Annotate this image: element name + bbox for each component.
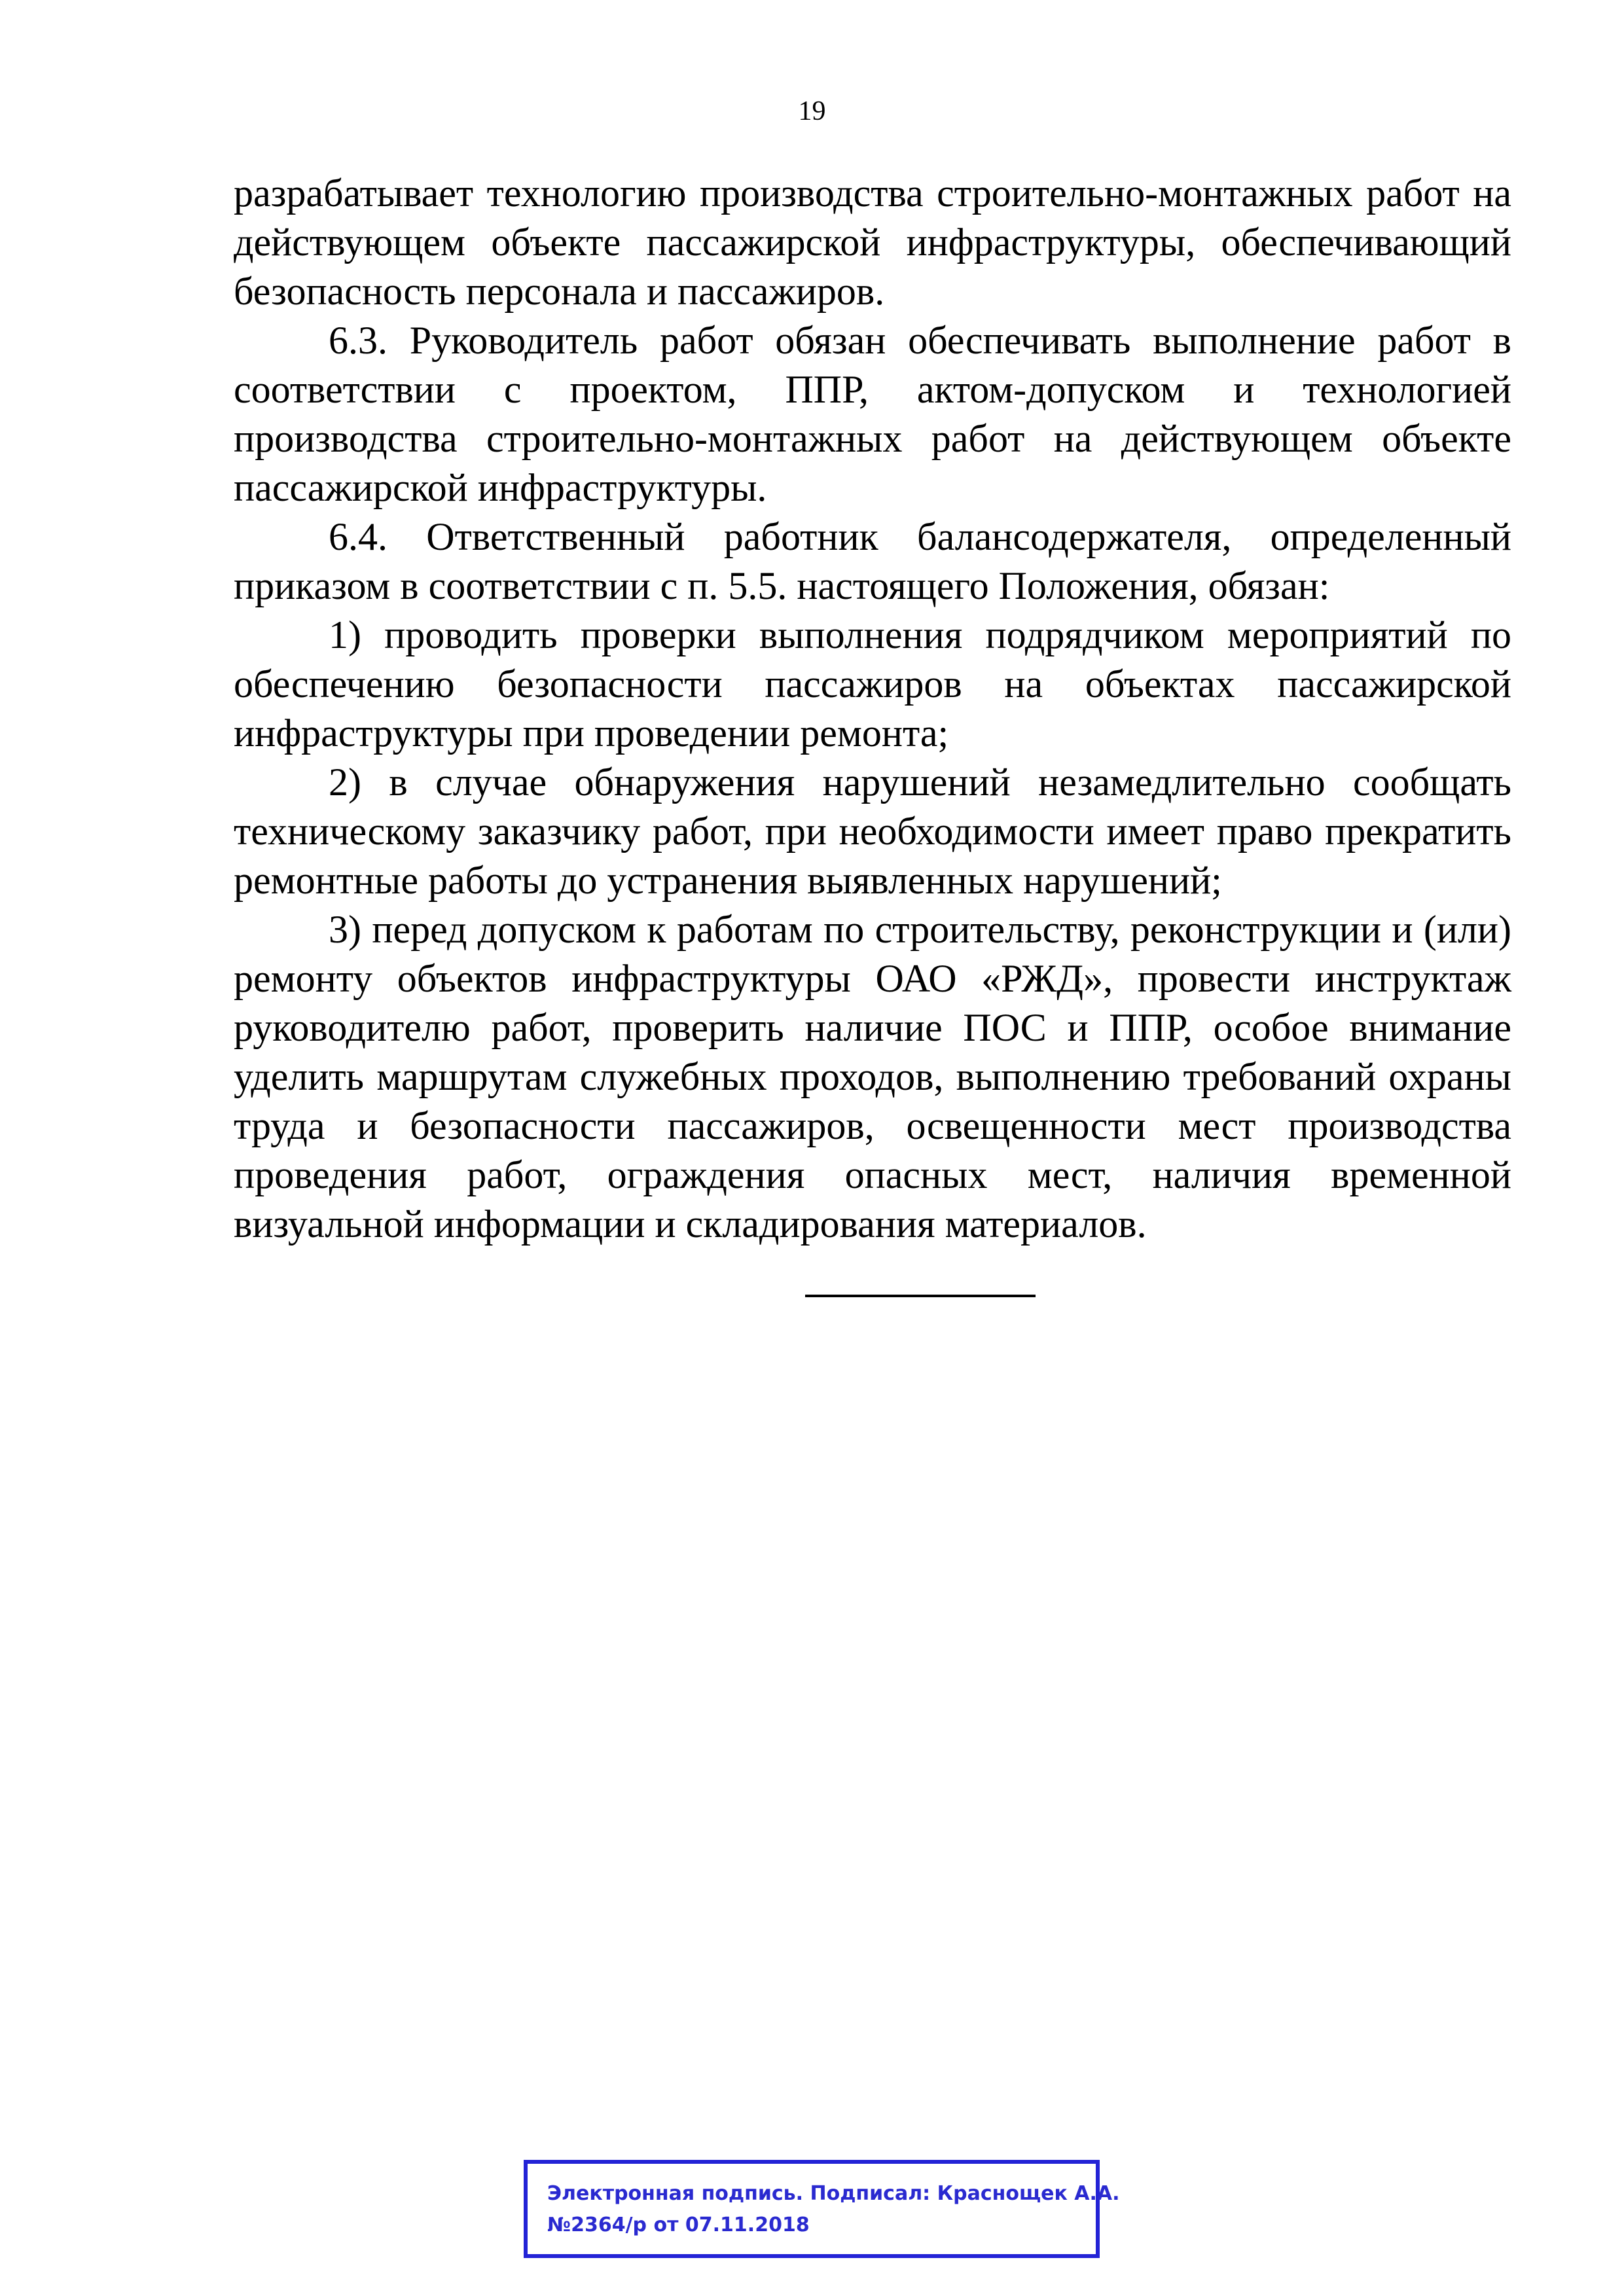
paragraph-continuation: разрабатывает технологию производства строительно-монтажных работ на действующем объекте пассажирской инфраструктуры, обеспечивающий безопасность персонала и пассажиров. [234, 171, 1511, 313]
paragraph-6-4: 6.4. Ответственный работник балансодержателя, определенный приказом в соответствии с п. 5.5. настоящего Положения, обязан: [234, 515, 1511, 607]
signature-line-signer: Электронная подпись. Подписал: Краснощек А.А. [547, 2182, 1120, 2205]
end-of-document-rule [805, 1295, 1036, 1297]
list-item-3: 3) перед допуском к работам по строительству, реконструкции и (или) ремонту объектов инфраструктуры ОАО «РЖД», провести инструктаж руководителю работ, проверить наличие ПОС и ППР, особое внимание уделить маршрутам служебных проходов, выполнению требований охраны труда и безопасности пассажиров, освещенности мест производства проведения работ, ограждения опасных мест, наличия временной визуальной информации и складирования материалов. [234, 908, 1511, 1246]
paragraph-6-3: 6.3. Руководитель работ обязан обеспечивать выполнение работ в соответствии с проектом, ППР, актом-допуском и технологией производства строительно-монтажных работ на действующем объекте пассажирской инфраструктуры. [234, 319, 1511, 509]
list-item-2: 2) в случае обнаружения нарушений незамедлительно сообщать техническому заказчику работ, при необходимости имеет право прекратить ремонтные работы до устранения выявленных нарушений; [234, 761, 1511, 902]
electronic-signature-stamp [524, 2160, 1120, 2258]
signature-line-order: №2364/р от 07.11.2018 [547, 2214, 810, 2236]
page-number: 19 [798, 96, 826, 126]
list-item-1: 1) проводить проверки выполнения подрядчиком мероприятий по обеспечению безопасности пассажиров на объектах пассажирской инфраструктуры при проведении ремонта; [234, 613, 1511, 755]
document-body [234, 169, 1511, 1249]
